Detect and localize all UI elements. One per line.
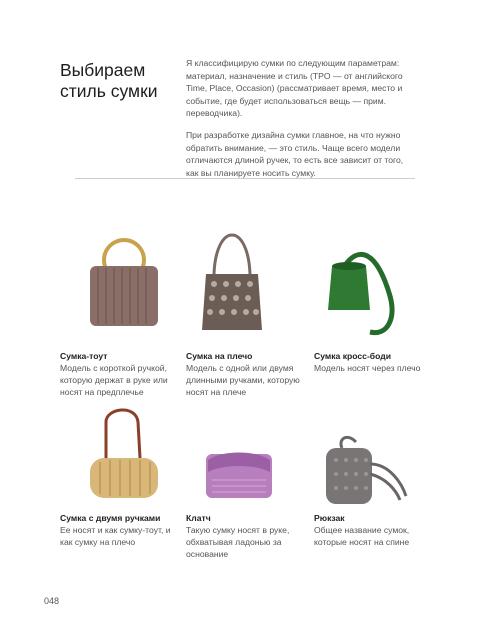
- backpack-image: [316, 434, 412, 508]
- bag-name: Рюкзак: [314, 513, 345, 523]
- page-title: Выбираем стиль сумки: [60, 60, 158, 101]
- bag-description: Модель с короткой ручкой, которую держат в руке или носят на предплечье: [60, 363, 168, 397]
- section-divider: [75, 178, 415, 179]
- crossbody-bag-image: [318, 246, 404, 340]
- bag-caption-shoulder: [186, 350, 308, 398]
- bag-caption-tote: [60, 350, 182, 398]
- intro-text: [186, 57, 416, 188]
- page-number: 048: [44, 596, 60, 606]
- two-handle-bag-image: [84, 402, 164, 502]
- bag-name: Клатч: [186, 513, 211, 523]
- bag-caption-backpack: [314, 512, 436, 548]
- intro-paragraph-1: Я классифицирую сумки по следующим параметрам: материал, назначение и стиль (TPO — от английского Time, Place, Occasion) (рассматривает время, место и событие, где будет использоваться вещь — прим. переводчика).: [186, 58, 403, 119]
- bag-name: Сумка-тоут: [60, 351, 108, 361]
- bag-name: Сумка с двумя ручками: [60, 513, 161, 523]
- bag-description: Модель носят через плечо: [314, 363, 421, 373]
- bag-description: Модель с одной или двумя длинными ручками, которую носят на плече: [186, 363, 300, 397]
- bag-caption-clutch: [186, 512, 308, 560]
- bag-description: Такую сумку носят в руке, обхватывая ладонью за основание: [186, 525, 290, 559]
- bag-caption-crossbody: [314, 350, 436, 374]
- shoulder-bag-image: [196, 212, 268, 336]
- bag-name: Сумка кросс-боди: [314, 351, 391, 361]
- intro-paragraph-2: При разработке дизайна сумки главное, на что нужно обратить внимание, — это стиль. Чаще всего модели отличаются длиной ручек, то есть все зависит от того, как вы планируете носить сумку.: [186, 129, 404, 178]
- bag-description: Общее название сумок, которые носят на спине: [314, 525, 410, 547]
- bag-name: Сумка на плечо: [186, 351, 253, 361]
- bag-caption-two-handle: [60, 512, 182, 548]
- clutch-bag-image: [202, 446, 276, 502]
- tote-bag-image: [78, 232, 170, 332]
- bag-description: Ее носят и как сумку-тоут, и как сумку на плечо: [60, 525, 171, 547]
